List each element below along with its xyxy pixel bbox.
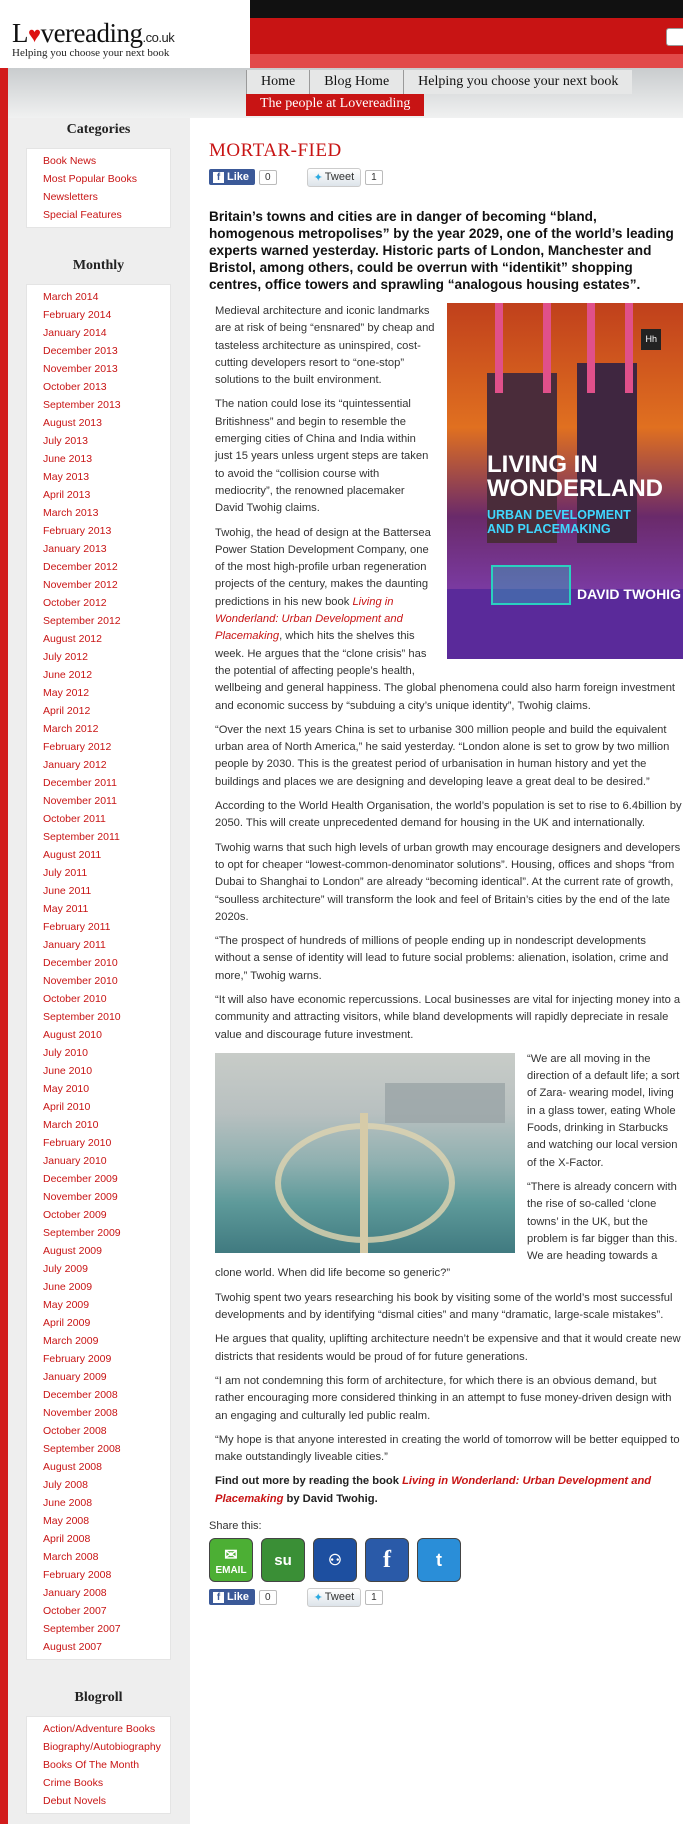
- sidebar-month-link[interactable]: November 2010: [43, 975, 118, 987]
- paragraph: He argues that quality, uplifting architecture needn’t be expensive and that it would create new districts that residents would be proud of for future generations.: [215, 1333, 681, 1363]
- paragraph: Twohig warns that such high levels of urban growth may encourage designers and developers to opt for cheaper “lowest-common-denominator solutions”. Housing, offices and shops “from Dubai to Shanghai to London” are already “becoming identical”. At the current rate of growth, “soulless architecture” will transform the look and feel of Britain’s cities by the end of the late 2020s.: [215, 841, 681, 923]
- sidebar-month-link[interactable]: July 2010: [43, 1047, 88, 1059]
- sidebar-category-link[interactable]: Special Features: [43, 209, 122, 221]
- paragraph: Twohig, the head of design at the Battersea Power Station Development Company, one of the most high-profile urban regeneration projects of the century, makes the daunting predictions in his new book Living in Wonderland: Urban Development and Placemaking, which hits the shelves this week. He argues that the “clone crisis” has the potential of affecting people’s health, wellbeing and general happiness. The global phenomena could also harm foreign investment and economic success by “subduing a city’s unique identity”, Twohig claims.: [215, 526, 676, 712]
- sidebar-month-link[interactable]: November 2013: [43, 363, 118, 375]
- paragraph: Find out more by reading the book Living in Wonderland: Urban Development and Placemaking by David Twohig.: [215, 1475, 652, 1505]
- paragraph: “There is already concern with the rise of so-called ‘clone towns’ in the UK, but the problem is far bigger than this. We are heading towards a clone world. When did life become so generic?”: [215, 1180, 678, 1280]
- sidebar-month-link[interactable]: February 2014: [43, 309, 112, 321]
- sidebar-month-link[interactable]: August 2012: [43, 633, 102, 645]
- paragraph: “It will also have economic repercussions. Local businesses are vital for injecting money into a community and attracting visitors, while bland developments will rapidly depreciate in resale value and discourage future investment.: [215, 993, 681, 1041]
- sidebar-month-link[interactable]: July 2008: [43, 1479, 88, 1491]
- sidebar-month-link[interactable]: February 2013: [43, 525, 112, 537]
- tweet-count: 1: [365, 170, 383, 185]
- main-content: [209, 140, 683, 1606]
- sidebar-month-link[interactable]: April 2013: [43, 489, 91, 501]
- sidebar-month-link[interactable]: June 2013: [43, 453, 93, 465]
- paragraph: “We are all moving in the direction of a default life; a sort of Zara- wearing model, living in a glass tower, eating Whole Foods, drinking in Starbucks and watching our local version of the X-Factor.: [527, 1052, 680, 1169]
- sidebar-month-link[interactable]: September 2008: [43, 1443, 121, 1455]
- paragraph: “My hope is that anyone interested in creating the world of tomorrow will be better equipped to make outstandingly liveable cities.”: [215, 1433, 680, 1464]
- nav-item-helping[interactable]: Helping you choose your next book: [403, 70, 632, 94]
- sidebar-month-link[interactable]: February 2008: [43, 1569, 112, 1581]
- book-link-bottom[interactable]: Living in Wonderland: Urban Development and Placemaking: [215, 1475, 652, 1505]
- sidebar-month-link[interactable]: August 2009: [43, 1245, 102, 1257]
- sidebar-month-link[interactable]: January 2010: [43, 1155, 107, 1167]
- post-title: MORTAR-FIED: [209, 140, 342, 161]
- sidebar-month-link[interactable]: March 2009: [43, 1335, 99, 1347]
- sidebar-month-link[interactable]: July 2013: [43, 435, 88, 447]
- myspace-icon[interactable]: ⚇: [313, 1538, 357, 1582]
- facebook-like-button[interactable]: f Like: [209, 169, 255, 185]
- sidebar-month-link[interactable]: January 2009: [43, 1371, 107, 1383]
- nav-item-home[interactable]: Home: [246, 70, 309, 94]
- tweet-button[interactable]: ✦ Tweet: [307, 168, 362, 187]
- twitter-share-icon[interactable]: t: [417, 1538, 461, 1582]
- sidebar-month-link[interactable]: July 2011: [43, 867, 88, 879]
- logo-wordmark: L♥vereading.co.uk: [12, 18, 175, 48]
- sidebar-month-link[interactable]: October 2010: [43, 993, 107, 1005]
- sidebar-month-link[interactable]: February 2009: [43, 1353, 112, 1365]
- tweet-count: 1: [365, 1590, 383, 1605]
- publisher-logo: Hh: [641, 329, 661, 350]
- sidebar-month-link[interactable]: May 2008: [43, 1515, 90, 1527]
- post-body: [209, 303, 683, 1508]
- sidebar-month-link[interactable]: November 2008: [43, 1407, 118, 1419]
- sidebar-month-link[interactable]: March 2013: [43, 507, 99, 519]
- paragraph: “Over the next 15 years China is set to urbanise 300 million people and build the equivalent urban area of North America,” he said yesterday. “London alone is set to grow by two million people by 2030. This is the greatest period of urbanisation in human history and yet the buildings and places we are designing and developing leave a great deal to be desired.”: [215, 723, 670, 788]
- house-graphic: [491, 565, 571, 605]
- paragraph: Medieval architecture and iconic landmarks are at risk of being “ensnared” by cheap and tasteless architecture as uninspired, cost-cutting developers resort to “one-stop” solutions to the built environment.: [215, 305, 435, 387]
- sidebar-month-link[interactable]: December 2008: [43, 1389, 118, 1401]
- sidebar-month-link[interactable]: September 2007: [43, 1623, 121, 1635]
- sidebar-month-link[interactable]: September 2013: [43, 399, 121, 411]
- top-black-bar: [240, 0, 683, 18]
- sidebar-month-link[interactable]: May 2012: [43, 687, 90, 699]
- sidebar-month-link[interactable]: November 2011: [43, 795, 117, 807]
- nav-item-people[interactable]: The people at Lovereading: [246, 94, 424, 116]
- sidebar-month-link[interactable]: August 2013: [43, 417, 102, 429]
- book-cover-subtitle: URBAN DEVELOPMENT AND PLACEMAKING: [487, 508, 631, 536]
- blogroll-list: [26, 1716, 171, 1814]
- share-icons: [209, 1538, 683, 1582]
- sidebar: [26, 118, 171, 1824]
- sidebar-month-link[interactable]: August 2011: [43, 849, 102, 861]
- sidebar-month-link[interactable]: February 2011: [43, 921, 111, 933]
- sidebar-blogroll-link[interactable]: Action/Adventure Books: [43, 1723, 156, 1735]
- sidebar-month-link[interactable]: October 2013: [43, 381, 107, 393]
- sidebar-month-link[interactable]: May 2009: [43, 1299, 90, 1311]
- main-nav: [246, 70, 632, 94]
- sidebar-month-link[interactable]: November 2009: [43, 1191, 118, 1203]
- paragraph: According to the World Health Organisation, the world’s population is set to rise to 6.4billion by 2050. This will create unprecedented demand for housing in the UK and internationally.: [215, 800, 682, 830]
- sidebar-month-link[interactable]: October 2007: [43, 1605, 107, 1617]
- sidebar-month-link[interactable]: April 2012: [43, 705, 91, 717]
- sidebar-month-link[interactable]: December 2009: [43, 1173, 118, 1185]
- nav-item-blog-home[interactable]: Blog Home: [309, 70, 403, 94]
- like-count: 0: [259, 170, 277, 185]
- sidebar-month-link[interactable]: March 2012: [43, 723, 99, 735]
- facebook-share-icon[interactable]: f: [365, 1538, 409, 1582]
- twitter-bird-icon: ✦: [313, 1591, 323, 1604]
- book-link[interactable]: Living in Wonderland: Urban Development and Placemaking: [215, 595, 403, 643]
- facebook-icon: f: [213, 172, 224, 183]
- sidebar-month-link[interactable]: June 2008: [43, 1497, 93, 1509]
- monthly-list: [26, 284, 171, 1660]
- monthly-heading: Monthly: [72, 258, 125, 273]
- sidebar-month-link[interactable]: October 2011: [43, 813, 106, 825]
- sidebar-blogroll-link[interactable]: Debut Novels: [43, 1795, 107, 1807]
- heart-icon: ♥: [28, 22, 41, 47]
- header-red-band: [230, 18, 683, 68]
- sidebar-month-link[interactable]: January 2011: [43, 939, 106, 951]
- sidebar-month-link[interactable]: September 2011: [43, 831, 120, 843]
- sidebar-month-link[interactable]: May 2013: [43, 471, 90, 483]
- sidebar-blogroll-link[interactable]: Crime Books: [43, 1777, 104, 1789]
- post-lead: Britain’s towns and cities are in danger of becoming “bland, homogenous metropolises” by the year 2029, one of the world’s leading experts warned yesterday. Historic parts of London, Manchester and Bristol, among others, could be overrun with “identikit” shopping centres, office towers and sprawling “analogous housing estates”.: [209, 209, 674, 292]
- paragraph: “The prospect of hundreds of millions of people ending up in nondescript developments without a sense of identity will lead to future social problems: alienation, isolation, crime and more,” Twohig warns.: [215, 935, 669, 982]
- social-bar-bottom: [209, 1588, 683, 1606]
- left-red-strip: [0, 68, 8, 1824]
- sidebar-month-link[interactable]: October 2012: [43, 597, 107, 609]
- sidebar-month-link[interactable]: July 2009: [43, 1263, 88, 1275]
- book-cover-image[interactable]: [447, 303, 683, 659]
- sidebar-month-link[interactable]: August 2007: [43, 1641, 102, 1653]
- stumbleupon-icon[interactable]: su: [261, 1538, 305, 1582]
- sidebar-month-link[interactable]: December 2013: [43, 345, 118, 357]
- sidebar-month-link[interactable]: December 2012: [43, 561, 118, 573]
- sidebar-month-link[interactable]: May 2011: [43, 903, 89, 915]
- tweet-button[interactable]: ✦ Tweet: [307, 1588, 362, 1607]
- palm-island-photo[interactable]: [215, 1053, 515, 1253]
- sidebar-category-link[interactable]: Most Popular Books: [43, 173, 137, 185]
- sidebar-month-link[interactable]: June 2012: [43, 669, 93, 681]
- sidebar-month-link[interactable]: September 2009: [43, 1227, 121, 1239]
- sidebar-month-link[interactable]: December 2011: [43, 777, 117, 789]
- categories-heading: Categories: [66, 122, 131, 137]
- sidebar-month-link[interactable]: November 2012: [43, 579, 118, 591]
- sidebar-month-link[interactable]: August 2008: [43, 1461, 102, 1473]
- sidebar-month-link[interactable]: October 2008: [43, 1425, 107, 1437]
- sidebar-month-link[interactable]: March 2014: [43, 291, 99, 303]
- sidebar-month-link[interactable]: June 2010: [43, 1065, 93, 1077]
- twitter-bird-icon: ✦: [313, 171, 323, 184]
- book-cover-author: DAVID TWOHIG: [577, 586, 681, 602]
- sidebar-category-link[interactable]: Book News: [43, 155, 97, 167]
- like-count: 0: [259, 1590, 277, 1605]
- paragraph: The nation could lose its “quintessential Britishness” and begin to resemble the emerging cities of China and India within just 15 years unless urgent steps are taken to avoid the “collision course with mediocrity”, the renowned placemaker David Twohig claims.: [215, 398, 429, 515]
- sidebar-month-link[interactable]: January 2012: [43, 759, 107, 771]
- sidebar-category-link[interactable]: Newsletters: [43, 191, 98, 203]
- sidebar-month-link[interactable]: May 2010: [43, 1083, 90, 1095]
- book-cover-title: LIVING IN WONDERLAND: [487, 451, 663, 502]
- sidebar-month-link[interactable]: June 2009: [43, 1281, 93, 1293]
- email-share-icon[interactable]: ✉ EMAIL: [209, 1538, 253, 1582]
- sidebar-month-link[interactable]: September 2010: [43, 1011, 121, 1023]
- sidebar-month-link[interactable]: August 2010: [43, 1029, 102, 1041]
- sidebar-month-link[interactable]: March 2010: [43, 1119, 99, 1131]
- sidebar-month-link[interactable]: March 2008: [43, 1551, 99, 1563]
- sidebar-month-link[interactable]: January 2008: [43, 1587, 107, 1599]
- sidebar-month-link[interactable]: January 2014: [43, 327, 107, 339]
- facebook-like-button[interactable]: f Like: [209, 1589, 255, 1605]
- sidebar-blogroll-link[interactable]: Biography/Autobiography: [43, 1741, 161, 1753]
- sidebar-month-link[interactable]: April 2008: [43, 1533, 91, 1545]
- paragraph: Twohig spent two years researching his book by visiting some of the world’s most successful developments and by identifying “dismal cities” and many “dramatic, large-scale mistakes”.: [215, 1291, 673, 1322]
- sidebar-month-link[interactable]: December 2010: [43, 957, 118, 969]
- site-tagline: Helping you choose your next book: [12, 47, 170, 59]
- sidebar-month-link[interactable]: January 2013: [43, 543, 107, 555]
- sidebar-month-link[interactable]: October 2009: [43, 1209, 107, 1221]
- sidebar-month-link[interactable]: February 2012: [43, 741, 112, 753]
- facebook-icon: f: [213, 1592, 224, 1603]
- categories-list: [26, 148, 171, 228]
- sidebar-month-link[interactable]: February 2010: [43, 1137, 112, 1149]
- search-input[interactable]: [666, 28, 683, 46]
- sidebar-month-link[interactable]: April 2010: [43, 1101, 91, 1113]
- sidebar-month-link[interactable]: April 2009: [43, 1317, 91, 1329]
- sidebar-month-link[interactable]: July 2012: [43, 651, 88, 663]
- sidebar-month-link[interactable]: June 2011: [43, 885, 92, 897]
- sidebar-blogroll-link[interactable]: Books Of The Month: [43, 1759, 140, 1771]
- sidebar-month-link[interactable]: September 2012: [43, 615, 121, 627]
- site-logo[interactable]: [0, 0, 250, 68]
- paragraph: “I am not condemning this form of architecture, for which there is an obvious demand, but rather encouraging more considered thinking in an attempt to fuse money-driven design with an engaging and culturally led public realm.: [215, 1374, 672, 1422]
- share-label: Share this:: [209, 1520, 262, 1532]
- social-bar-top: [209, 168, 683, 186]
- blogroll-heading: Blogroll: [74, 1690, 123, 1705]
- share-section: [209, 1520, 683, 1606]
